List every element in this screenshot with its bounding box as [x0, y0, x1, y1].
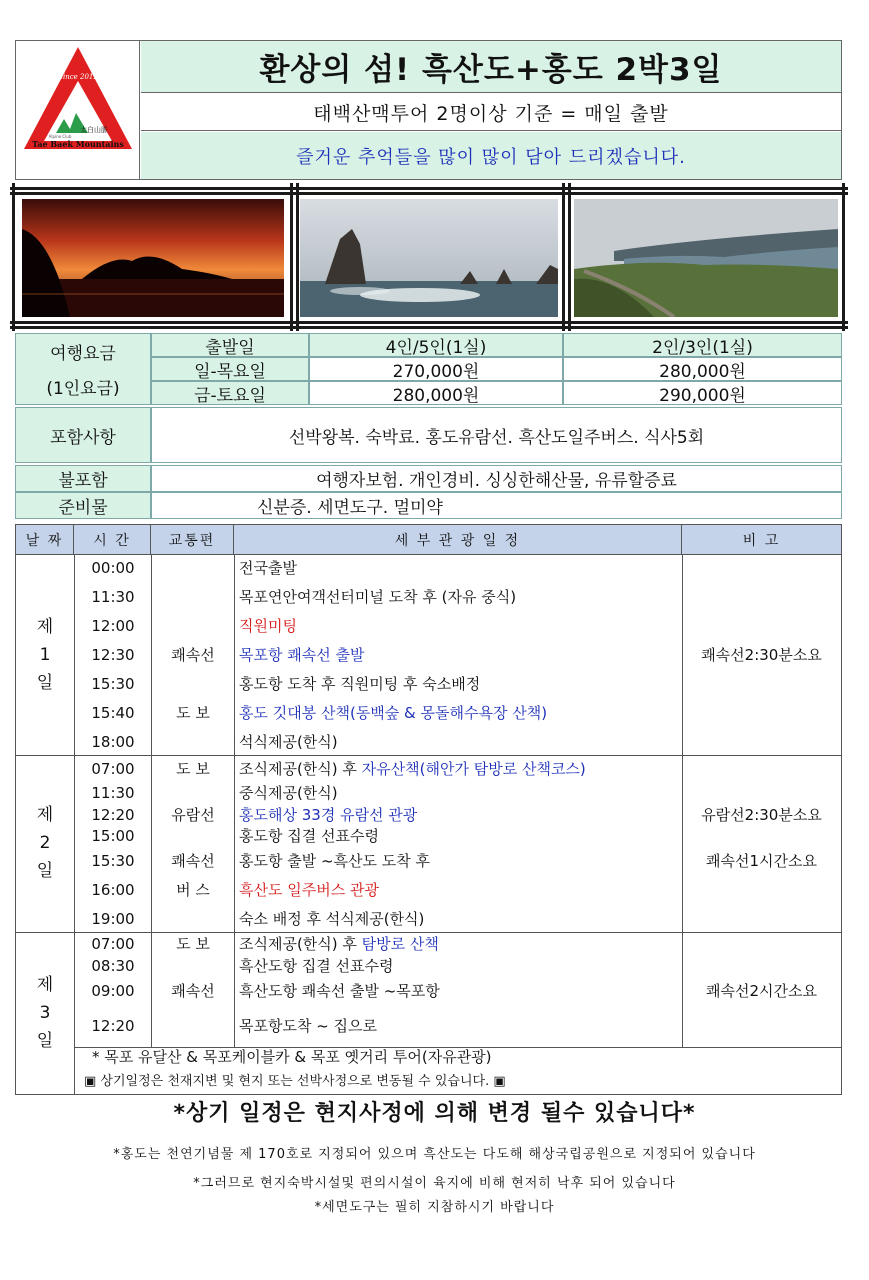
fare-day-weekend: 금-토요일 — [151, 381, 309, 405]
schedule-table — [15, 524, 842, 1095]
header-transport: 교통편 — [151, 525, 234, 555]
itinerary-item: 석식제공(한식) — [239, 733, 338, 751]
transport: 도 보 — [176, 935, 210, 953]
itinerary-item: 숙소 배정 후 석식제공(한식) — [239, 910, 425, 928]
transport: 유람선 — [171, 806, 215, 824]
itinerary-item: 중식제공(한식) — [239, 784, 338, 802]
prepare-label: 준비물 — [15, 492, 151, 519]
time: 19:00 — [91, 910, 135, 928]
footer-note: *그러므로 현지숙박시설및 편의시설이 육지에 비해 현저히 낙후 되어 있습니다 — [193, 1176, 676, 1191]
logo — [16, 41, 140, 179]
transport: 쾌속선 — [171, 646, 215, 664]
excluded-items: 여행자보험. 개인경비. 싱싱한해산물, 유류할증료 — [151, 465, 842, 492]
itinerary-item: 직원미팅 — [239, 617, 297, 635]
itinerary-item: 홍도항 집결 선표수령 — [239, 827, 379, 845]
day3-note: 쾌속선2시간소요 — [706, 982, 817, 1000]
time: 09:00 — [91, 982, 135, 1000]
included-items: 선박왕복. 숙박료. 홍도유람선. 흑산도일주버스. 식사5회 — [151, 407, 842, 463]
time: 11:30 — [91, 588, 135, 606]
fare-day-weekday: 일-목요일 — [151, 357, 309, 381]
time: 15:40 — [91, 704, 135, 722]
fare-price: 280,000원 — [309, 381, 563, 405]
itinerary-item: 홍도 깃대봉 산책(동백숲 & 몽돌해수욕장 산책) — [239, 704, 548, 722]
itinerary-item: 흑산도 일주버스 관광 — [239, 881, 379, 899]
time: 15:30 — [91, 852, 135, 870]
time: 12:00 — [91, 617, 135, 635]
time: 12:20 — [91, 1017, 135, 1035]
fare-price: 270,000원 — [309, 357, 563, 381]
itinerary-item: 홍도해상 33경 유람선 관광 — [239, 806, 418, 824]
optional-tour: * 목포 유달산 & 목포케이블카 & 목포 옛거리 투어(자유관광) — [92, 1048, 492, 1066]
itinerary-item: 흑산도항 집결 선표수령 — [239, 957, 394, 975]
header-time: 시 간 — [74, 525, 151, 555]
itinerary-item: 목포항 쾌속선 출발 — [239, 646, 365, 664]
mountain-logo-icon — [16, 41, 140, 179]
time: 07:00 — [91, 935, 135, 953]
fare-price: 280,000원 — [563, 357, 842, 381]
page-title: 환상의 섬! 흑산도+홍도 2박3일 — [141, 41, 841, 93]
day2-note: 유람선2:30분소요 — [701, 806, 822, 824]
change-notice: *상기 일정은 현지사정에 의해 변경 될수 있습니다* — [173, 1101, 696, 1126]
time: 15:30 — [91, 675, 135, 693]
fare-table — [15, 333, 842, 519]
itinerary-item: 조식제공(한식) 후 탐방로 산책 — [239, 935, 439, 953]
col-header-4-5: 4인/5인(1실) — [309, 333, 563, 357]
header-date: 날 짜 — [16, 525, 74, 555]
fare-price: 290,000원 — [563, 381, 842, 405]
itinerary-item: 흑산도항 쾌속선 출발 ~목포항 — [239, 982, 440, 1000]
time: 11:30 — [91, 784, 135, 802]
rock-sea-photo — [300, 199, 558, 317]
col-header-date: 출발일 — [151, 333, 309, 357]
day3-label: 제 3 일 — [36, 975, 54, 1051]
time: 07:00 — [91, 760, 135, 778]
time: 16:00 — [91, 881, 135, 899]
day2-note: 쾌속선1시간소요 — [706, 852, 817, 870]
day1-note: 쾌속선2:30분소요 — [701, 646, 822, 664]
day1-label: 제 1 일 — [36, 617, 54, 693]
header — [15, 40, 842, 180]
svg-text:Alpine Club: Alpine Club — [48, 134, 72, 139]
schedule-disclaimer: ▣ 상기일정은 천재지변 및 현지 또는 선박사정으로 변동될 수 있습니다. ▣ — [84, 1074, 506, 1089]
col-header-2-3: 2인/3인(1실) — [563, 333, 842, 357]
photo-strip — [10, 183, 848, 331]
time: 00:00 — [91, 559, 135, 577]
tour-subtitle: 태백산맥투어 2명이상 기준 = 매일 출발 — [141, 94, 841, 131]
footer-note: *세면도구는 필히 지참하시기 바랍니다 — [314, 1200, 555, 1215]
header-itinerary: 세 부 관 광 일 정 — [234, 525, 682, 555]
transport: 도 보 — [176, 760, 210, 778]
time: 12:30 — [91, 646, 135, 664]
time: 18:00 — [91, 733, 135, 751]
header-notes: 비 고 — [682, 525, 841, 555]
svg-text:Since 2012: Since 2012 — [58, 73, 98, 81]
sunset-island-photo — [22, 199, 284, 317]
fare-label: 여행요금 (1인요금) — [15, 333, 151, 405]
itinerary-item: 조식제공(한식) 후 자유산책(해안가 탐방로 산책코스) — [239, 760, 586, 778]
time: 08:30 — [91, 957, 135, 975]
transport: 버 스 — [176, 881, 210, 899]
coastal-hills-photo — [574, 199, 838, 317]
svg-text:Tae Baek Mountains: Tae Baek Mountains — [32, 139, 124, 149]
itinerary-item: 홍도항 도착 후 직원미팅 후 숙소배정 — [239, 675, 481, 693]
slogan: 즐거운 추억들을 많이 많이 담아 드리겠습니다. — [141, 132, 841, 179]
itinerary-item: 목포항도착 ~ 집으로 — [239, 1017, 378, 1035]
prepare-items: 신분증. 세면도구. 멀미약 — [151, 492, 842, 519]
itinerary-item: 전국출발 — [239, 559, 297, 577]
transport: 쾌속선 — [171, 852, 215, 870]
time: 15:00 — [91, 827, 135, 845]
itinerary-item: 목포연안여객선터미널 도착 후 (자유 중식) — [239, 588, 517, 606]
day2-label: 제 2 일 — [36, 805, 54, 881]
itinerary-item: 홍도항 출발 ~흑산도 도착 후 — [239, 852, 431, 870]
transport: 쾌속선 — [171, 982, 215, 1000]
excluded-label: 불포함 — [15, 465, 151, 492]
transport: 도 보 — [176, 704, 210, 722]
time: 12:20 — [91, 806, 135, 824]
footer-note: *홍도는 천연기념물 제 170호로 지정되어 있으며 흑산도는 다도해 해상국립공원으로 지정되어 있습니다 — [113, 1147, 756, 1162]
included-label: 포함사항 — [15, 407, 151, 463]
svg-text:太白山脈: 太白山脈 — [80, 126, 108, 134]
